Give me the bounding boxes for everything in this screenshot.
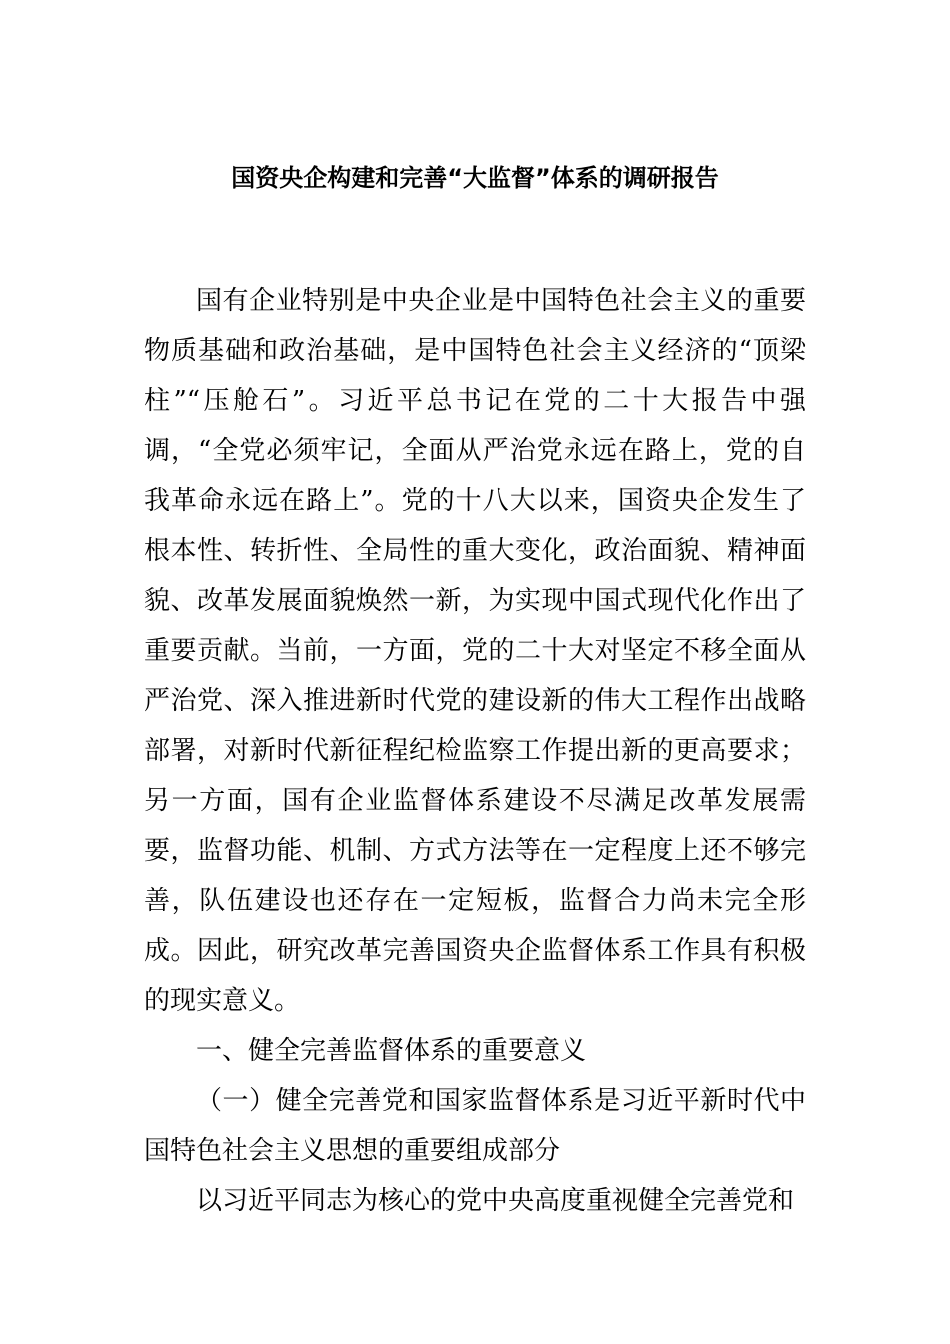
section-heading-1: 一、健全完善监督体系的重要意义 bbox=[196, 1036, 587, 1066]
document-title: 国资央企构建和完善“大监督”体系的调研报告 bbox=[231, 164, 719, 192]
subsection-heading-1-1: （一）健全完善党和国家监督体系是习近平新时代中国特色社会主义思想的重要组成部分 bbox=[144, 1086, 806, 1166]
intro-paragraph: 国有企业特别是中央企业是中国特色社会主义的重要物质基础和政治基础，是中国特色社会主义经济的“顶梁柱”“压舱石”。习近平总书记在党的二十大报告中强调，“全党必须牢记，全面从严治党永远在路上，党的自我革命永远在路上”。党的十八大以来，国资央企发生了根本性、转折性、全局性的重大变化，政治面貌、精神面貌、改革发展面貌焕然一新，为实现中国式现代化作出了重要贡献。当前，一方面，党的二十大对坚定不移全面从严治党、深入推进新时代党的建设新的伟大工程作出战略部署，对新时代新征程纪检监察工作提出新的更高要求；另一方面，国有企业监督体系建设不尽满足改革发展需要，监督功能、机制、方式方法等在一定程度上还不够完善，队伍建设也还存在一定短板，监督合力尚未完全形成。因此，研究改革完善国资央企监督体系工作具有积极的现实意义。 bbox=[144, 286, 806, 1016]
document-body bbox=[144, 276, 806, 1226]
body-paragraph: 以习近平同志为核心的党中央高度重视健全完善党和 bbox=[196, 1186, 795, 1216]
